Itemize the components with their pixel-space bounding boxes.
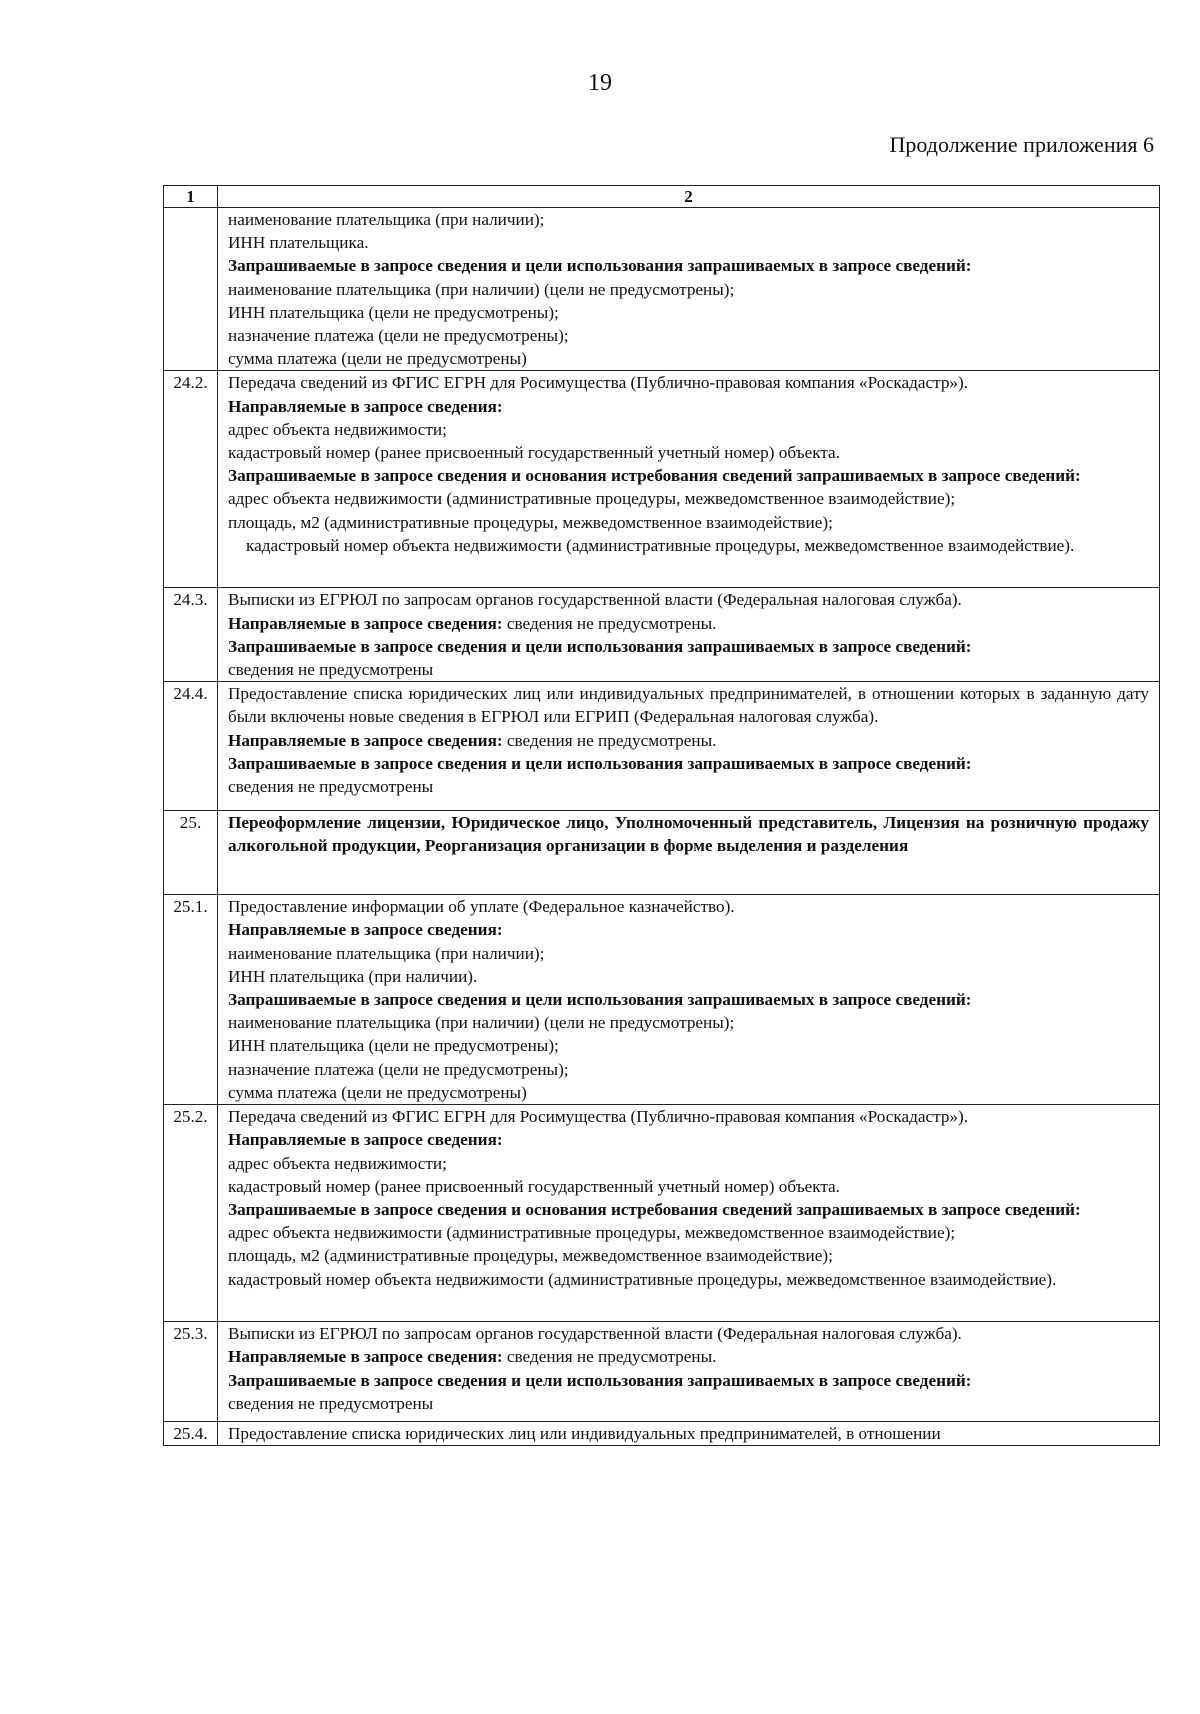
content-line bbox=[228, 231, 1149, 254]
content-line bbox=[228, 324, 1149, 347]
page-number: 19 bbox=[588, 70, 612, 96]
table-row bbox=[164, 588, 1160, 682]
table-row bbox=[164, 1422, 1160, 1446]
line-text: Выписки из ЕГРЮЛ по запросам органов государственной власти (Федеральная налоговая служба). bbox=[228, 1324, 962, 1344]
line-text: ИНН плательщика (цели не предусмотрены); bbox=[228, 302, 559, 322]
content-line bbox=[228, 682, 1149, 728]
column-header-number: 1 bbox=[164, 186, 218, 208]
content-line bbox=[228, 1369, 1149, 1392]
row-number: 25. bbox=[164, 811, 218, 895]
content-line bbox=[228, 635, 1149, 658]
bold-heading-text: Направляемые в запросе сведения: bbox=[228, 396, 503, 416]
column-header-content: 2 bbox=[218, 186, 1160, 208]
content-line bbox=[228, 254, 1149, 277]
bold-heading-text: Запрашиваемые в запросе сведения и цели использования запрашиваемых в запросе сведений: bbox=[228, 990, 972, 1010]
line-text: площадь, м2 (административные процедуры, межведомственное взаимодействие); bbox=[228, 1246, 833, 1266]
content-line bbox=[228, 371, 1149, 394]
line-text: ИНН плательщика. bbox=[228, 233, 369, 253]
content-line bbox=[228, 988, 1149, 1011]
row-number: 24.2. bbox=[164, 371, 218, 588]
content-line bbox=[228, 612, 1149, 635]
line-text: адрес объекта недвижимости; bbox=[228, 1153, 447, 1173]
content-line bbox=[228, 441, 1149, 464]
line-text: сведения не предусмотрены bbox=[228, 660, 434, 680]
content-line bbox=[228, 1011, 1149, 1034]
content-line bbox=[228, 1034, 1149, 1057]
bold-heading-text: Направляемые в запросе сведения: bbox=[228, 730, 503, 750]
content-line bbox=[228, 418, 1149, 441]
table-row bbox=[164, 1105, 1160, 1322]
line-text: Передача сведений из ФГИС ЕГРН для Росимущества (Публично-правовая компания «Роскадастр»). bbox=[228, 373, 969, 393]
line-text: адрес объекта недвижимости; bbox=[228, 419, 447, 439]
table-row bbox=[164, 895, 1160, 1105]
content-line bbox=[228, 464, 1149, 487]
line-text: кадастровый номер (ранее присвоенный государственный учетный номер) объекта. bbox=[228, 443, 840, 463]
line-value-text: сведения не предусмотрены. bbox=[502, 730, 717, 750]
line-text: кадастровый номер (ранее присвоенный государственный учетный номер) объекта. bbox=[228, 1176, 840, 1196]
content-line bbox=[228, 1322, 1149, 1345]
content-line bbox=[228, 1058, 1149, 1081]
line-text: сведения не предусмотрены bbox=[228, 1393, 434, 1413]
content-line bbox=[228, 965, 1149, 988]
appendix-table bbox=[163, 185, 1160, 1446]
row-number: 24.4. bbox=[164, 682, 218, 811]
line-text: сумма платежа (цели не предусмотрены) bbox=[228, 349, 527, 369]
bold-heading-text: Запрашиваемые в запросе сведения и основания истребования сведений запрашиваемых в запросе сведений: bbox=[228, 466, 1081, 486]
content-line bbox=[228, 811, 1149, 857]
content-line bbox=[228, 1081, 1149, 1104]
appendix-continuation-label: Продолжение приложения 6 bbox=[889, 132, 1154, 157]
content-line bbox=[228, 1198, 1149, 1221]
content-line bbox=[228, 1244, 1149, 1267]
line-text: Предоставление списка юридических лиц или индивидуальных предпринимателей, в отношении bbox=[228, 1424, 941, 1444]
line-value-text: сведения не предусмотрены. bbox=[502, 613, 717, 633]
content-line bbox=[228, 1175, 1149, 1198]
content-line bbox=[228, 752, 1149, 775]
row-content bbox=[218, 1422, 1160, 1446]
row-number bbox=[164, 208, 218, 371]
content-line bbox=[228, 775, 1149, 798]
bold-heading-text: Запрашиваемые в запросе сведения и основания истребования сведений запрашиваемых в запросе сведений: bbox=[228, 1200, 1081, 1220]
line-value-text: сведения не предусмотрены. bbox=[502, 1347, 717, 1367]
content-line bbox=[228, 1105, 1149, 1128]
table-row bbox=[164, 371, 1160, 588]
content-line bbox=[228, 729, 1149, 752]
bold-heading-text: Переоформление лицензии, Юридическое лицо, Уполномоченный представитель, Лицензия на розничную продажу алкогольной продукции, Реорганизация организации в форме выделения и разделения bbox=[228, 813, 1149, 856]
line-text: ИНН плательщика (при наличии). bbox=[228, 966, 478, 986]
line-text: Предоставление списка юридических лиц или индивидуальных предпринимателей, в отношении которых в заданную дату были включены новые сведения в ЕГРЮЛ или ЕГРИП (Федеральная налоговая служба). bbox=[228, 684, 1149, 727]
line-text: Передача сведений из ФГИС ЕГРН для Росимущества (Публично-правовая компания «Роскадастр»). bbox=[228, 1107, 969, 1127]
row-content bbox=[218, 895, 1160, 1105]
content-line bbox=[228, 1392, 1149, 1415]
row-number: 24.3. bbox=[164, 588, 218, 682]
row-content bbox=[218, 1105, 1160, 1322]
table-row bbox=[164, 208, 1160, 371]
line-text: сумма платежа (цели не предусмотрены) bbox=[228, 1082, 527, 1102]
content-line bbox=[228, 487, 1149, 510]
bold-heading-text: Направляемые в запросе сведения: bbox=[228, 1347, 503, 1367]
content-line bbox=[228, 1152, 1149, 1175]
content-line bbox=[228, 1221, 1149, 1244]
table-body bbox=[164, 208, 1160, 1446]
line-text: Предоставление информации об уплате (Федеральное казначейство). bbox=[228, 897, 735, 917]
content-line bbox=[228, 301, 1149, 324]
content-line bbox=[228, 1422, 1149, 1445]
line-text: назначение платежа (цели не предусмотрены); bbox=[228, 326, 569, 346]
bold-heading-text: Направляемые в запросе сведения: bbox=[228, 920, 503, 940]
content-line bbox=[228, 534, 1149, 557]
content-line bbox=[228, 1128, 1149, 1151]
row-number: 25.2. bbox=[164, 1105, 218, 1322]
content-line bbox=[228, 278, 1149, 301]
bold-heading-text: Запрашиваемые в запросе сведения и цели использования запрашиваемых в запросе сведений: bbox=[228, 636, 972, 656]
row-content bbox=[218, 208, 1160, 371]
content-line bbox=[228, 1345, 1149, 1368]
line-text: наименование плательщика (при наличии); bbox=[228, 210, 545, 229]
content-line bbox=[228, 1268, 1149, 1291]
content-line bbox=[228, 918, 1149, 941]
line-text: наименование плательщика (при наличии); bbox=[228, 943, 545, 963]
line-text: назначение платежа (цели не предусмотрены); bbox=[228, 1059, 569, 1079]
content-line bbox=[228, 658, 1149, 681]
line-text: адрес объекта недвижимости (административные процедуры, межведомственное взаимодействие); bbox=[228, 489, 956, 509]
row-content bbox=[218, 588, 1160, 682]
table-row bbox=[164, 1322, 1160, 1422]
line-text: кадастровый номер объекта недвижимости (административные процедуры, межведомственное взаимодействие). bbox=[246, 535, 1075, 555]
row-number: 25.3. bbox=[164, 1322, 218, 1422]
table-row bbox=[164, 682, 1160, 811]
line-text: площадь, м2 (административные процедуры, межведомственное взаимодействие); bbox=[228, 512, 833, 532]
bold-heading-text: Запрашиваемые в запросе сведения и цели использования запрашиваемых в запросе сведений: bbox=[228, 1370, 972, 1390]
table-header-row bbox=[164, 186, 1160, 208]
row-number: 25.1. bbox=[164, 895, 218, 1105]
bold-heading-text: Запрашиваемые в запросе сведения и цели использования запрашиваемых в запросе сведений: bbox=[228, 256, 972, 276]
bold-heading-text: Запрашиваемые в запросе сведения и цели использования запрашиваемых в запросе сведений: bbox=[228, 753, 972, 773]
row-content bbox=[218, 371, 1160, 588]
line-text: адрес объекта недвижимости (административные процедуры, межведомственное взаимодействие); bbox=[228, 1223, 956, 1243]
row-content bbox=[218, 1322, 1160, 1422]
line-text: наименование плательщика (при наличии) (цели не предусмотрены); bbox=[228, 1013, 735, 1033]
content-line bbox=[228, 208, 1149, 231]
line-text: Выписки из ЕГРЮЛ по запросам органов государственной власти (Федеральная налоговая служба). bbox=[228, 590, 962, 610]
content-line bbox=[228, 942, 1149, 965]
line-text: наименование плательщика (при наличии) (цели не предусмотрены); bbox=[228, 279, 735, 299]
content-line bbox=[228, 347, 1149, 370]
content-line bbox=[228, 395, 1149, 418]
table-row bbox=[164, 811, 1160, 895]
line-text: кадастровый номер объекта недвижимости (административные процедуры, межведомственное взаимодействие). bbox=[228, 1269, 1057, 1289]
row-number: 25.4. bbox=[164, 1422, 218, 1446]
content-line bbox=[228, 588, 1149, 611]
row-content bbox=[218, 811, 1160, 895]
row-content bbox=[218, 682, 1160, 811]
content-line bbox=[228, 895, 1149, 918]
bold-heading-text: Направляемые в запросе сведения: bbox=[228, 613, 503, 633]
line-text: ИНН плательщика (цели не предусмотрены); bbox=[228, 1036, 559, 1056]
line-text: сведения не предусмотрены bbox=[228, 777, 434, 797]
content-line bbox=[228, 511, 1149, 534]
bold-heading-text: Направляемые в запросе сведения: bbox=[228, 1130, 503, 1150]
